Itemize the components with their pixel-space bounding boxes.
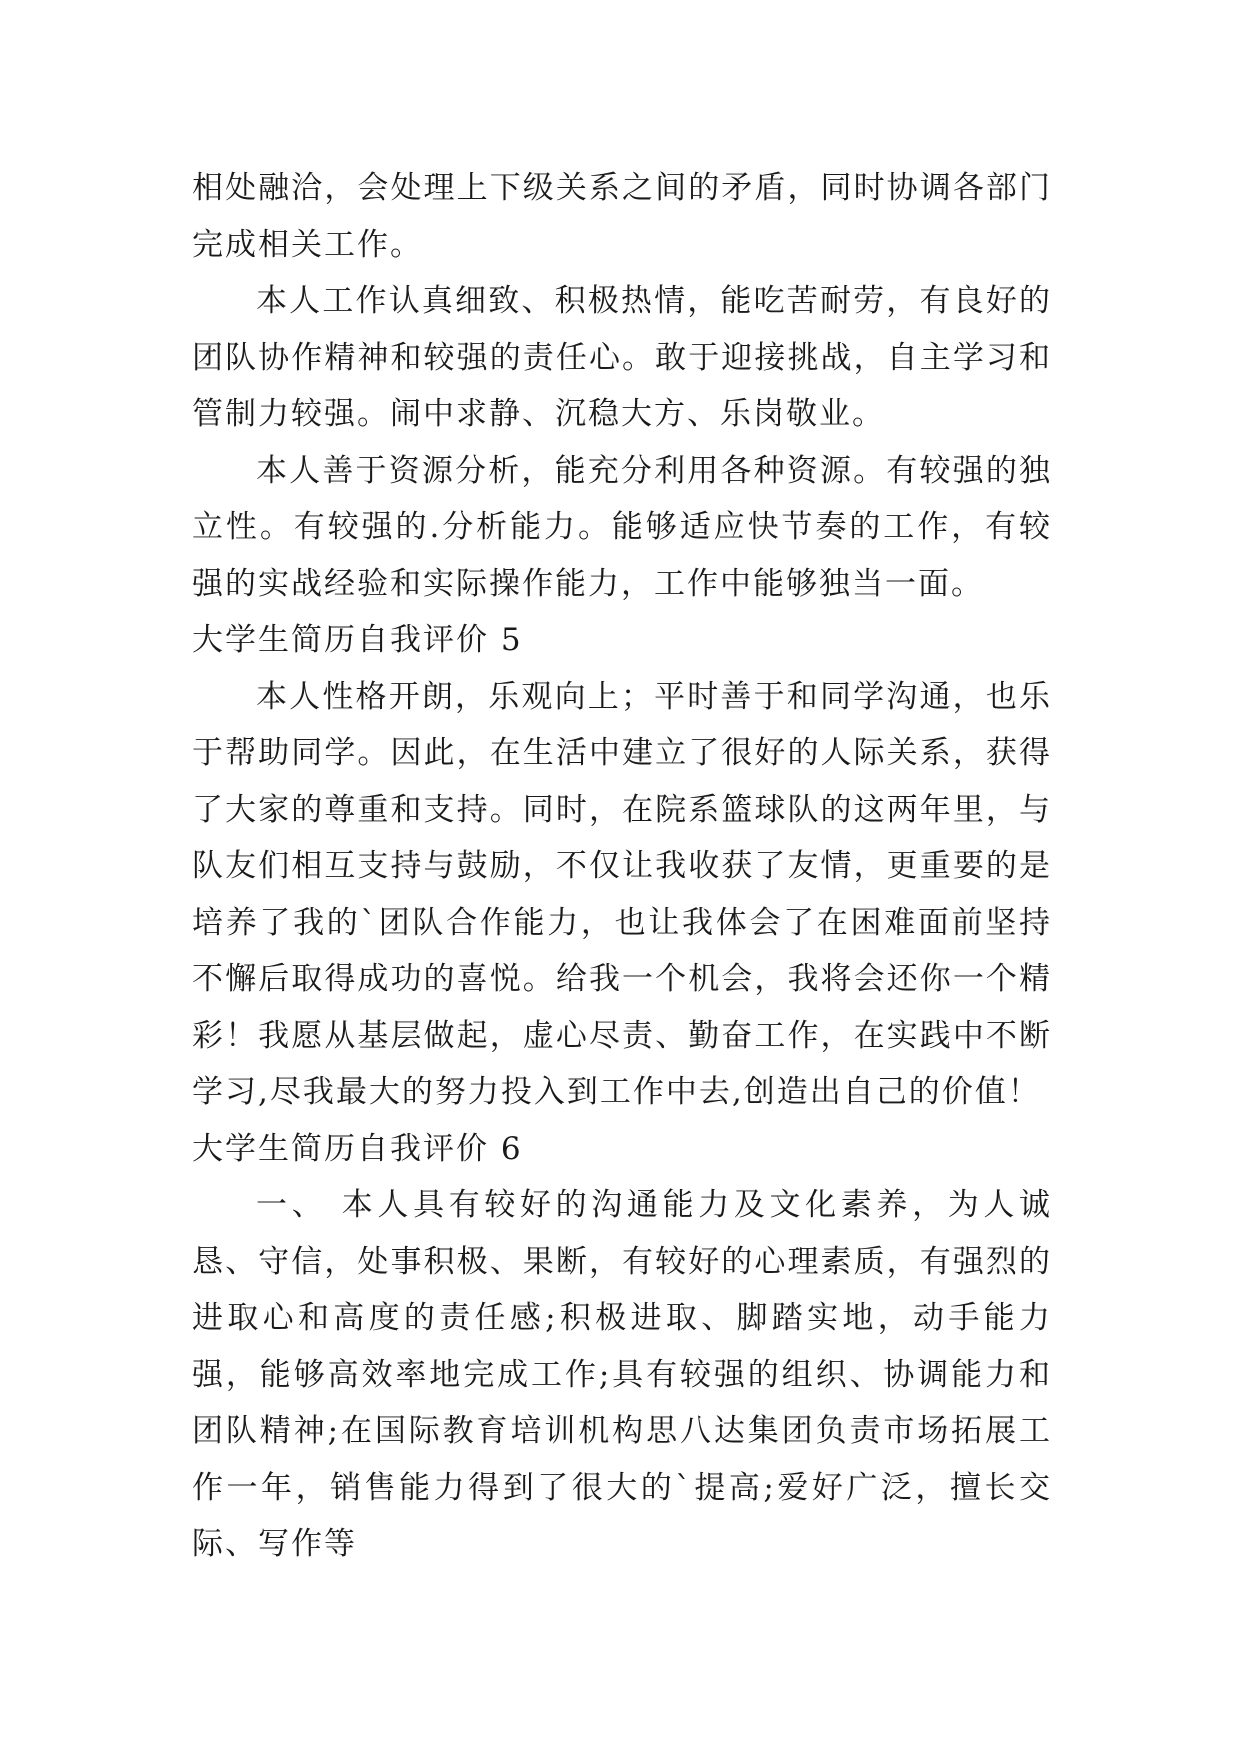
paragraph-3: 本人善于资源分析，能充分利用各种资源。有较强的独立性。有较强的.分析能力。能够适应快节奏的工作，有较强的实战经验和实际操作能力，工作中能够独当一面。 (192, 452, 1052, 602)
paragraph-2: 本人工作认真细致、积极热情，能吃苦耐劳，有良好的团队协作精神和较强的责任心。敢于迎接挑战，自主学习和管制力较强。闹中求静、沉稳大方、乐岗敬业。 (192, 283, 1052, 432)
section-heading-5: 大学生简历自我评价 5 (192, 622, 523, 658)
paragraph-5: 一、 本人具有较好的沟通能力及文化素养，为人诚恳、守信，处事积极、果断，有较好的心理素质，有强烈的进取心和高度的责任感;积极进取、脚踏实地，动手能力强，能够高效率地完成工作;具有较强的组织、协调能力和团队精神;在国际教育培训机构思八达集团负责市场拓展工作一年，销售能力得到了很大的`提高;爱好广泛，擅长交际、写作等 (192, 1187, 1052, 1562)
paragraph-4: 本人性格开朗，乐观向上；平时善于和同学沟通，也乐于帮助同学。因此，在生活中建立了很好的人际关系，获得了大家的尊重和支持。同时，在院系篮球队的这两年里，与队友们相互支持与鼓励，不仅让我收获了友情，更重要的是培养了我的`团队合作能力，也让我体会了在困难面前坚持不懈后取得成功的喜悦。给我一个机会，我将会还你一个精彩！我愿从基层做起，虚心尽责、勤奋工作，在实践中不断学习,尽我最大的努力投入到工作中去,创造出自己的价值！ (192, 678, 1052, 1110)
section-heading-6: 大学生简历自我评价 6 (192, 1130, 523, 1167)
document-body (192, 160, 1052, 1573)
paragraph-1: 相处融洽，会处理上下级关系之间的矛盾，同时协调各部门完成相关工作。 (192, 170, 1052, 263)
